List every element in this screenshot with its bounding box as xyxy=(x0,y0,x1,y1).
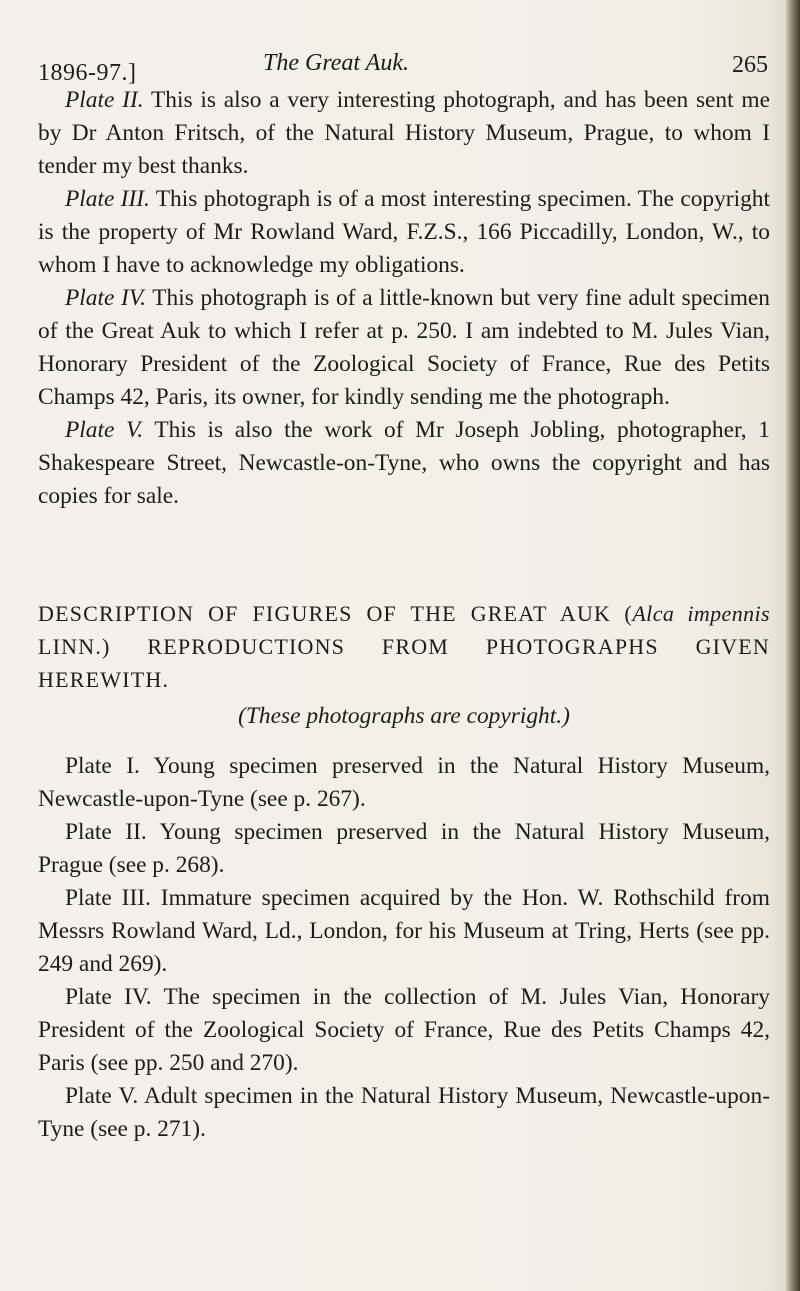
plate-label: Plate IV. xyxy=(65,285,146,311)
plate-descriptions xyxy=(38,750,770,1146)
paragraph-plate-iii xyxy=(38,183,770,282)
heading-part-1: DESCRIPTION OF FIGURES OF THE GREAT AUK xyxy=(38,601,612,626)
heading-open-paren: ( xyxy=(624,601,633,626)
paragraph-text: This photograph is of a most interesting specimen. The copyright is the property of Mr Rowland Ward, F.Z.S., 166 Piccadilly, London, W., to whom I have to acknowledge my obligations. xyxy=(38,186,770,278)
plate-label: Plate III. xyxy=(65,186,150,212)
page-number: 265 xyxy=(732,52,768,78)
paragraph-text: This is also a very interesting photograph, and has been sent me by Dr Anton Fritsch, of the Natural History Museum, Prague, to whom I tender my best thanks. xyxy=(38,87,770,179)
paragraph-plate-v xyxy=(38,414,770,513)
description-plate-v: Plate V. Adult specimen in the Natural History Museum, Newcastle-upon-Tyne (see p. 271). xyxy=(38,1083,770,1142)
plates-acknowledgements xyxy=(38,84,770,513)
section-heading xyxy=(38,597,770,696)
running-head xyxy=(38,50,768,86)
plate-label: Plate II. xyxy=(65,87,144,113)
paragraph-text: This is also the work of Mr Joseph Jobling, photographer, 1 Shakespeare Street, Newcastle-on-Tyne, who owns the copyright and has copies for sale. xyxy=(38,417,770,509)
paragraph-plate-iv xyxy=(38,282,770,414)
description-plate-ii: Plate II. Young specimen preserved in the Natural History Museum, Prague (see p. 268). xyxy=(38,819,770,878)
paragraph-text: This photograph is of a little-known but very fine adult specimen of the Great Auk to which I refer at p. 250. I am indebted to M. Jules Vian, Honorary President of the Zoological Society of France, Rue des Petits Champs 42, Paris, its owner, for kindly sending me the photograph. xyxy=(38,285,770,410)
running-head-title: The Great Auk. xyxy=(263,50,409,76)
paragraph-plate-ii xyxy=(38,84,770,183)
heading-species: Alca impennis xyxy=(632,601,770,626)
description-plate-iv: Plate IV. The specimen in the collection of M. Jules Vian, Honorary President of the Zoological Society of France, Rue des Petits Champs 42, Paris (see pp. 250 and 270). xyxy=(38,984,770,1076)
running-head-date: 1896-97.] xyxy=(38,60,137,86)
description-plate-iii: Plate III. Immature specimen acquired by the Hon. W. Rothschild from Messrs Rowland Ward, Ld., London, for his Museum at Tring, Herts (see pp. 249 and 269). xyxy=(38,885,770,977)
copyright-note: (These photographs are copyright.) xyxy=(238,703,570,729)
description-plate-i: Plate I. Young specimen preserved in the Natural History Museum, Newcastle-upon-Tyne (see p. 267). xyxy=(38,753,770,812)
heading-part-2: LINN.) REPRODUCTIONS FROM PHOTOGRAPHS GIVEN HEREWITH. xyxy=(38,634,770,692)
page-binding-edge xyxy=(786,0,800,1291)
plate-label: Plate V. xyxy=(65,417,144,443)
